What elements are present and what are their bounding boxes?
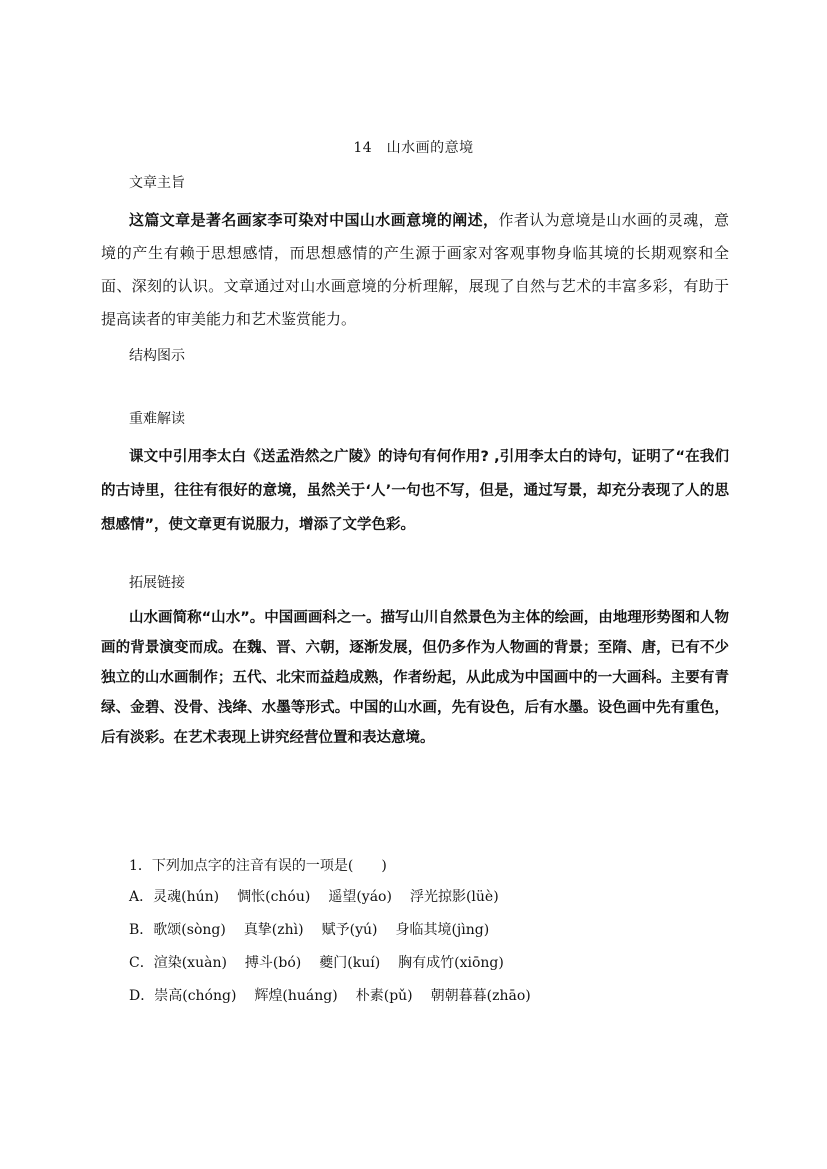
option-item: 夔门(kuí) (319, 955, 381, 971)
option-d (129, 985, 531, 1005)
option-item: 灵魂(hún) (153, 889, 220, 905)
question-stem: 1．下列加点字的注音有误的一项是( ) (129, 858, 387, 874)
summary-lead: 这篇文章是著名画家李可染对中国山水画意境的阐述， (129, 211, 499, 229)
summary-heading: 文章主旨 (129, 175, 185, 191)
option-item: 辉煌(huáng) (254, 988, 338, 1004)
option-c (129, 952, 504, 972)
option-label: D． (129, 988, 155, 1004)
option-b (129, 919, 489, 939)
structure-heading: 结构图示 (129, 348, 185, 364)
option-item: 渲染(xuàn) (153, 955, 227, 971)
analysis-paragraph: 课文中引用李太白《送孟浩然之广陵》的诗句有何作用? ,引用李太白的诗句，证明了“在我们的古诗里，往往有很好的意境，虽然关于‘人’一句也不写，但是，通过写景，却充分表现了人的思想感情”，使文章更有说服力，增添了文学色彩。 (101, 449, 729, 533)
option-label: A． (129, 889, 154, 905)
page-title: 14 山水画的意境 (353, 140, 474, 156)
summary-rest: 作者认为意境是山水画的灵魂，意境的产生有赖于思想感情，而思想感情的产生源于画家对客观事物身临其境的长期观察和全面、深刻的认识。文章通过对山水画意境的分析理解，展现了自然与艺术的丰富多彩，有助于提高读者的审美能力和艺术鉴赏能力。 (101, 211, 729, 328)
option-a (129, 886, 499, 906)
analysis-heading: 重难解读 (129, 411, 185, 427)
option-label: C． (129, 955, 154, 971)
option-item: 朝朝暮暮(zhāo) (430, 988, 531, 1004)
option-item: 真挚(zhì) (243, 922, 304, 938)
option-item: 搏斗(bó) (244, 955, 302, 971)
option-item: 胸有成竹(xiōng) (398, 955, 504, 971)
option-item: 朴素(pǔ) (355, 988, 413, 1004)
option-item: 赋予(yú) (321, 922, 378, 938)
option-item: 身临其境(jìng) (395, 922, 490, 938)
option-item: 遥望(yáo) (328, 889, 392, 905)
option-item: 崇高(chóng) (154, 988, 237, 1004)
option-item: 歌颂(sòng) (153, 922, 226, 938)
option-item: 浮光掠影(lüè) (409, 889, 499, 905)
summary-paragraph (101, 204, 729, 336)
option-item: 惆怅(chóu) (237, 889, 311, 905)
option-label: B． (129, 922, 154, 938)
extend-heading: 拓展链接 (129, 575, 185, 591)
extend-paragraph: 山水画简称“山水”。中国画画科之一。描写山川自然景色为主体的绘画，由地理形势图和人物画的背景演变而成。在魏、晋、六朝，逐渐发展，但仍多作为人物画的背景；至隋、唐，已有不少独立的山水画制作；五代、北宋而益趋成熟，作者纷起，从此成为中国画中的一大画科。主要有青绿、金碧、没骨、浅绛、水墨等形式。中国的山水画，先有设色，后有水墨。设色画中先有重色，后有淡彩。在艺术表现上讲究经营位置和表达意境。 (101, 610, 729, 746)
